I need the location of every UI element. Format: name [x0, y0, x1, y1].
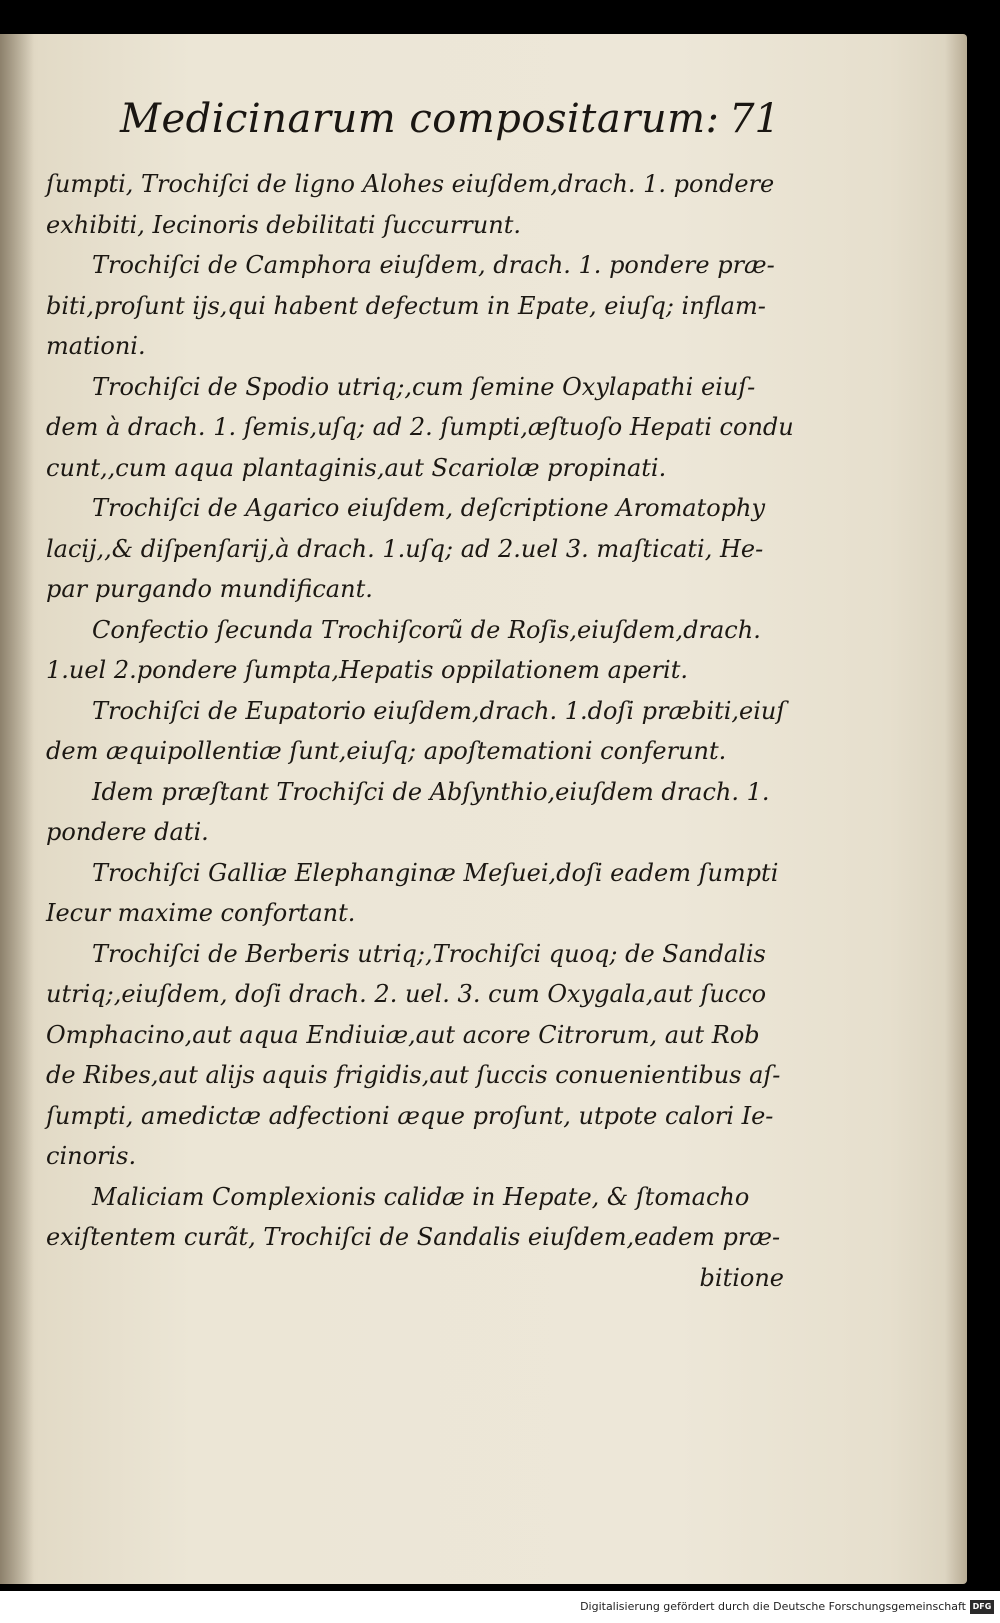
text-line: 1.uel 2.pondere ſumpta,Hepatis oppilationem aperit. [46, 656, 688, 684]
text-line: dem à drach. 1. ſemis,uſq; ad 2. ſumpti,æſtuoſo Hepati condu [46, 413, 794, 441]
body-text [46, 164, 794, 1298]
text-line: Omphacino,aut aqua Endiuiæ,aut acore Citrorum, aut Rob [46, 1020, 760, 1049]
funding-credit: Digitalisierung gefördert durch die Deutsche Forschungsgemeinschaft [580, 1600, 966, 1613]
text-line: Maliciam Complexionis calidæ in Hepate, & ſtomacho [92, 1182, 750, 1211]
text-line: Iecur maxime confortant. [46, 899, 356, 927]
text-line: Trochiſci de Camphora eiuſdem, drach. 1. pondere præ- [92, 251, 775, 279]
text-line: Trochiſci de Berberis utriq;,Trochiſci quoq; de Sandalis [92, 939, 766, 968]
running-head: Medicinarum compositarum: [120, 96, 720, 142]
text-line: ſumpti, Trochiſci de ligno Alohes eiuſdem,drach. 1. pondere [46, 170, 775, 198]
text-line: ſumpti, amedictæ adfectioni æque proſunt, utpote calori Ie- [46, 1101, 774, 1130]
text-line: Trochiſci de Agarico eiuſdem, deſcriptione Aromatophy [92, 494, 766, 522]
text-line: Trochiſci Galliæ Elephanginæ Meſuei,doſi eadem ſumpti [92, 858, 779, 887]
text-line: Idem præſtant Trochiſci de Abſynthio,eiuſdem drach. 1. [92, 777, 770, 806]
text-line: dem æquipollentiæ ſunt,eiuſq; apoſtemationi conferunt. [46, 737, 727, 765]
text-line: utriq;,eiuſdem, doſi drach. 2. uel. 3. cum Oxygala,aut ſucco [46, 980, 767, 1008]
text-line: Trochiſci de Spodio utriq;,cum ſemine Oxylapathi eiuſ- [92, 372, 756, 401]
text-line: pondere dati. [46, 818, 209, 846]
text-line: exiſtentem curãt, Trochiſci de Sandalis eiuſdem,eadem præ- [46, 1223, 781, 1251]
book-page [0, 34, 967, 1584]
page-number: 71 [729, 96, 780, 142]
text-line: biti,proſunt ijs,qui habent defectum in Epate, eiuſq; inflam- [46, 291, 766, 320]
text-line: exhibiti, Iecinoris debilitati ſuccurrunt. [46, 210, 521, 239]
text-line: par purgando mundificant. [46, 575, 373, 603]
dfg-logo-icon: DFG [970, 1600, 994, 1614]
text-line: Confectio ſecunda Trochiſcorũ de Roſis,eiuſdem,drach. [92, 615, 761, 644]
text-line: cinoris. [46, 1142, 137, 1170]
text-line: de Ribes,aut alijs aquis frigidis,aut ſuccis conuenientibus aſ- [46, 1061, 781, 1089]
text-line: lacij,,& diſpenſarij,à drach. 1.uſq; ad 2.uel 3. maſticati, He- [46, 534, 764, 563]
text-line: mationi. [46, 332, 146, 360]
text-line: Trochiſci de Eupatorio eiuſdem,drach. 1.doſi præbiti,eiuſ [92, 696, 786, 725]
catchword: bitione [699, 1263, 784, 1292]
page-header [120, 96, 780, 156]
digitization-footer [0, 1591, 1000, 1623]
text-line: cunt,,cum aqua plantaginis,aut Scariolæ propinati. [46, 453, 667, 482]
